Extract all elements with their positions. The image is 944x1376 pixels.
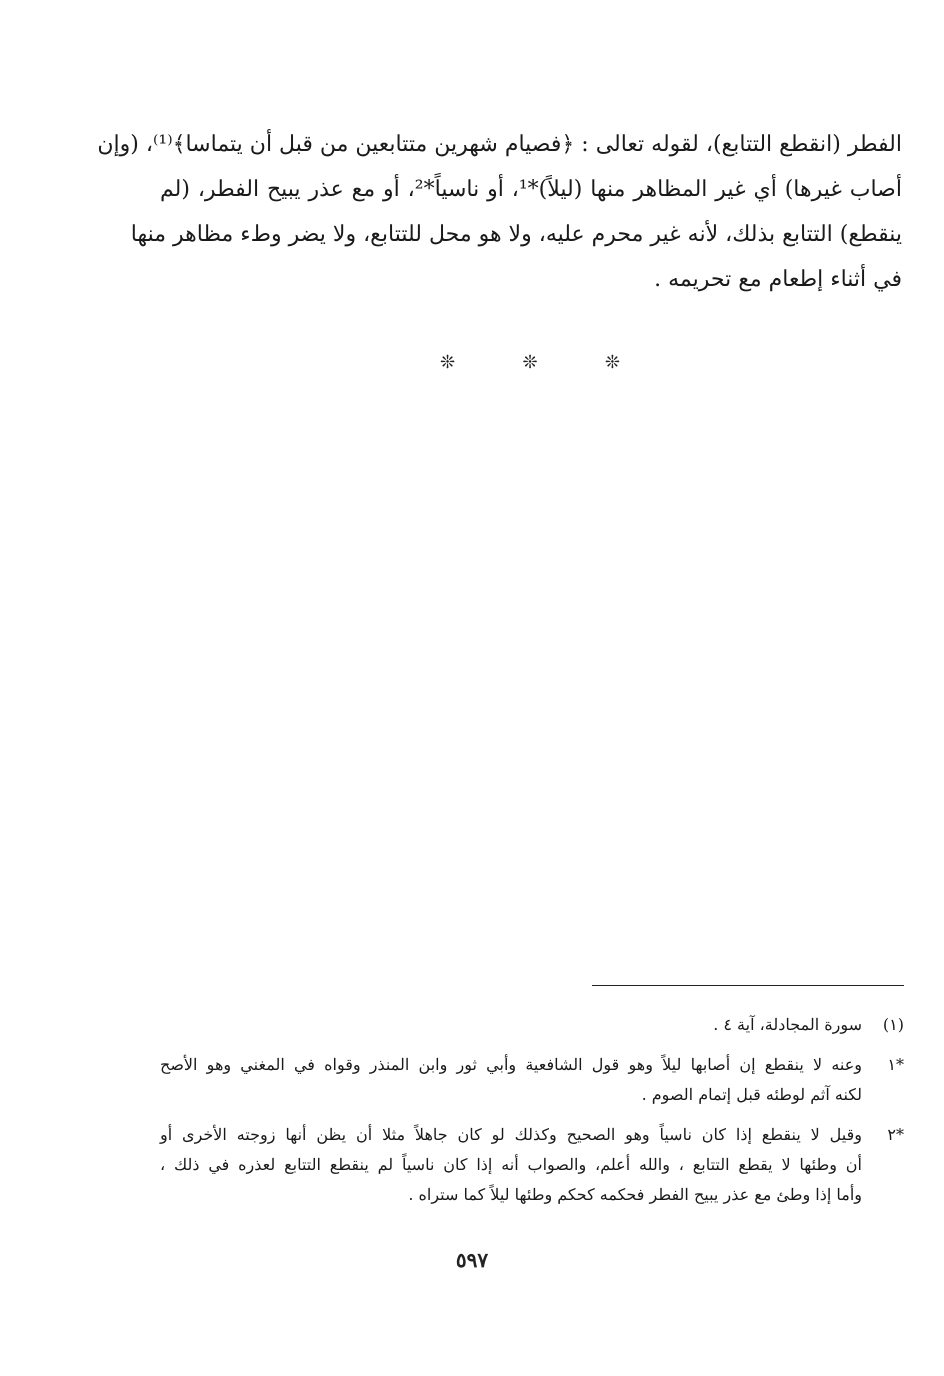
footnote-line: سورة المجادلة، آية ٤ . <box>713 1015 862 1034</box>
main-text-line: أصاب غيرها) أي غير المظاهر منها (ليلاً)*¹، أو ناسياً*²، أو مع عذر يبيح الفطر، (لم <box>160 177 902 202</box>
page-number: ٥٩٧ <box>455 1248 489 1272</box>
footnotes-block <box>160 1010 904 1220</box>
footnote-marker: *١ <box>887 1055 904 1074</box>
footnote-divider <box>592 985 904 986</box>
asterism-icon: ❊ <box>440 352 456 373</box>
footnote <box>160 1120 904 1210</box>
footnote-marker: (١) <box>882 1015 904 1034</box>
footnote-body <box>160 1010 862 1040</box>
footnote-line: أن وطئها لا يقطع التتابع ، والله أعلم، والصواب أنه إذا كان ناسياً لم ينقطع التتابع لعذره في ذلك ، <box>160 1155 862 1174</box>
footnote-body <box>160 1050 862 1110</box>
footnote-line: وعنه لا ينقطع إن أصابها ليلاً وهو قول الشافعية وأبي ثور وابن المنذر وقواه في المغني وهو الأصح <box>160 1055 862 1074</box>
footnote-body <box>160 1120 862 1210</box>
asterism-icon: ❊ <box>604 352 620 373</box>
footnote <box>160 1050 904 1110</box>
footnote-line: لكنه آثم لوطئه قبل إتمام الصوم . <box>641 1085 862 1104</box>
section-separator <box>440 352 620 373</box>
main-text-block <box>97 122 902 302</box>
footnote-line: وقيل لا ينقطع إذا كان ناسياً وهو الصحيح وكذلك لو كان جاهلاً مثلا أن يظن أنها زوجته الأخرى أو <box>160 1125 863 1144</box>
main-text-line: الفطر (انقطع التتابع)، لقوله تعالى : ﴿فصيام شهرين متتابعين من قبل أن يتماسا﴾⁽¹⁾، (وإن <box>97 132 902 157</box>
main-text-line: في أثناء إطعام مع تحريمه . <box>654 267 902 292</box>
main-text-line: ينقطع) التتابع بذلك، لأنه غير محرم عليه، ولا هو محل للتتابع، ولا يضر وطء مظاهر منها <box>130 222 902 247</box>
footnote-line: وأما إذا وطئ مع عذر يبيح الفطر فحكمه كحكم وطئها ليلاً كما ستراه . <box>408 1185 862 1204</box>
footnote-marker: *٢ <box>887 1125 904 1144</box>
footnote <box>160 1010 904 1040</box>
asterism-icon: ❊ <box>522 352 538 373</box>
